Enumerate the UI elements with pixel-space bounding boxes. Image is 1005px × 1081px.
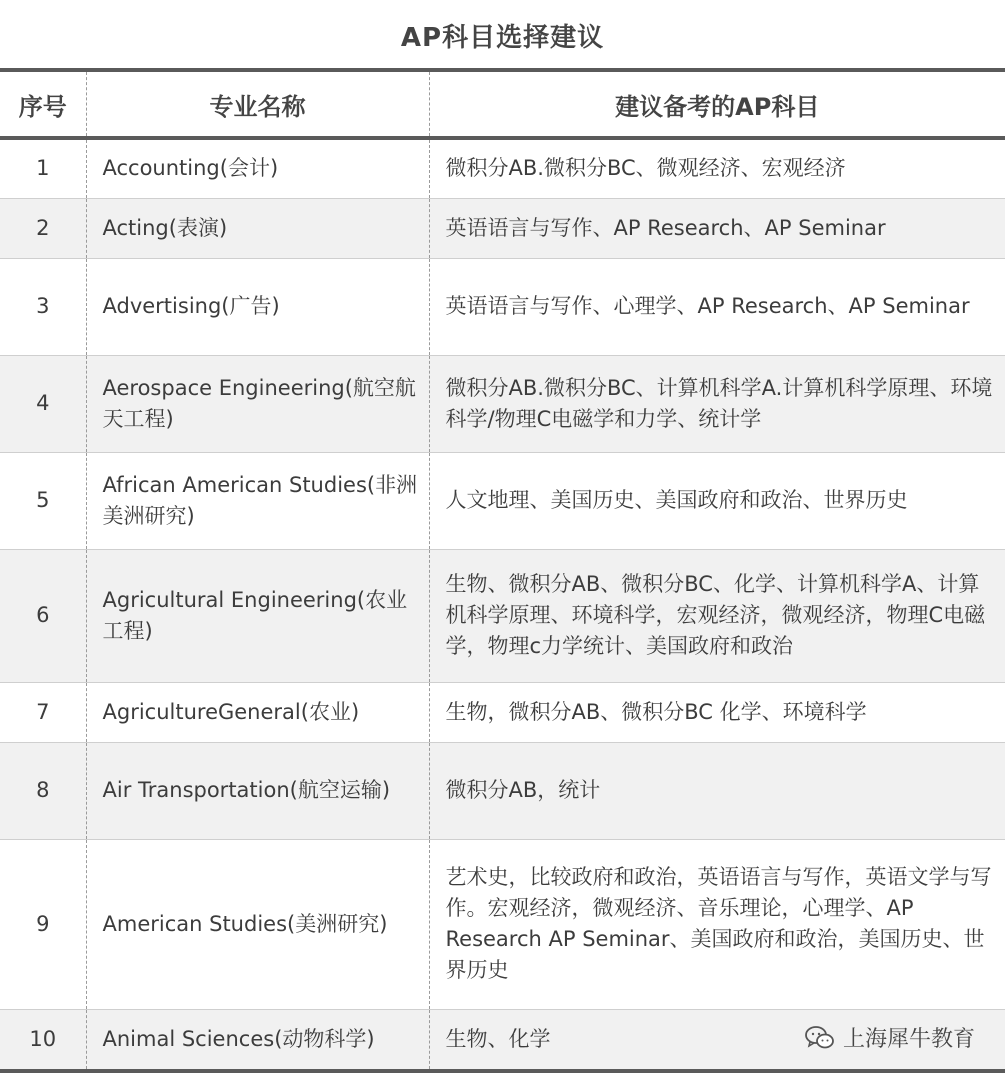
- row-major: Air Transportation(航空运输): [86, 742, 429, 839]
- table-row: [0, 839, 1005, 1009]
- row-subjects: 艺术史，比较政府和政治，英语语言与写作，英语文学与写作。宏观经济，微观经济、音乐理论，心理学、AP Research AP Seminar、美国政府和政治，美国历史、世界历史: [429, 839, 1005, 1009]
- row-number: 7: [0, 682, 86, 742]
- row-number: 6: [0, 549, 86, 682]
- row-number: 2: [0, 198, 86, 258]
- row-major: AgricultureGeneral(农业): [86, 682, 429, 742]
- row-number: 10: [0, 1009, 86, 1071]
- row-number: 3: [0, 258, 86, 355]
- watermark: [805, 1022, 975, 1053]
- row-subjects: 英语语言与写作、心理学、AP Research、AP Seminar: [429, 258, 1005, 355]
- row-major: Acting(表演): [86, 198, 429, 258]
- row-subjects: 生物、微积分AB、微积分BC、化学、计算机科学A、计算机科学原理、环境科学，宏观经济，微观经济，物理C电磁学，物理c力学统计、美国政府和政治: [429, 549, 1005, 682]
- watermark-text: 上海犀牛教育: [842, 1027, 975, 1052]
- row-number: 8: [0, 742, 86, 839]
- row-subjects: 微积分AB.微积分BC、计算机科学A.计算机科学原理、环境科学/物理C电磁学和力学、统计学: [429, 355, 1005, 452]
- row-subjects: 微积分AB，统计: [429, 742, 1005, 839]
- table-row: [0, 258, 1005, 355]
- row-subjects: 人文地理、美国历史、美国政府和政治、世界历史: [429, 452, 1005, 549]
- row-subjects: 生物、化学: [429, 1009, 1005, 1071]
- table-row: [0, 742, 1005, 839]
- row-subjects: 微积分AB.微积分BC、微观经济、宏观经济: [429, 138, 1005, 198]
- ap-subject-table: [0, 68, 1005, 1073]
- page-title: AP科目选择建议: [400, 22, 605, 53]
- row-major: African American Studies(非洲美洲研究): [86, 452, 429, 549]
- table-row: [0, 682, 1005, 742]
- row-number: 4: [0, 355, 86, 452]
- row-major: Animal Sciences(动物科学): [86, 1009, 429, 1071]
- table-header-row: [0, 70, 1005, 138]
- row-subjects: 英语语言与写作、AP Research、AP Seminar: [429, 198, 1005, 258]
- row-number: 5: [0, 452, 86, 549]
- wechat-icon: [805, 1025, 835, 1051]
- row-major: Advertising(广告): [86, 258, 429, 355]
- row-number: 9: [0, 839, 86, 1009]
- table-row: [0, 452, 1005, 549]
- header-major: 专业名称: [86, 70, 429, 138]
- row-major: American Studies(美洲研究): [86, 839, 429, 1009]
- row-major: Accounting(会计): [86, 138, 429, 198]
- table-row: [0, 198, 1005, 258]
- row-subjects: 生物，微积分AB、微积分BC 化学、环境科学: [429, 682, 1005, 742]
- row-number: 1: [0, 138, 86, 198]
- row-major: Agricultural Engineering(农业工程): [86, 549, 429, 682]
- table-row: [0, 138, 1005, 198]
- table-row: [0, 355, 1005, 452]
- row-major: Aerospace Engineering(航空航天工程): [86, 355, 429, 452]
- header-number: 序号: [0, 70, 86, 138]
- header-subjects: 建议备考的AP科目: [429, 70, 1005, 138]
- table-row: [0, 549, 1005, 682]
